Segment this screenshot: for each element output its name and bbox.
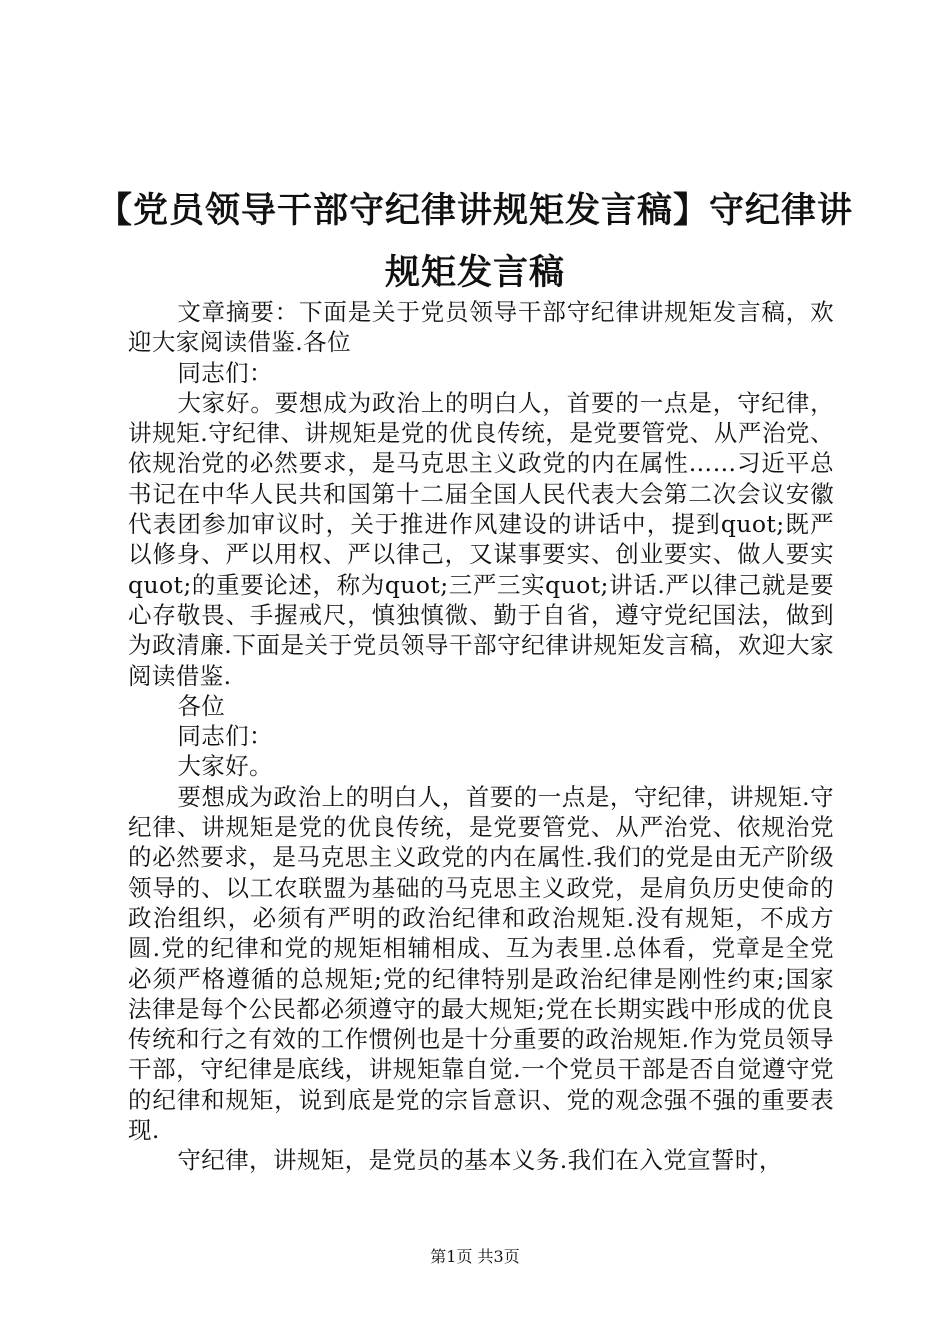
paragraph-salutation: 同志们： <box>177 358 273 387</box>
paragraph-hello: 大家好。 <box>177 752 273 781</box>
paragraph-continuation: 守纪律，讲规矩，是党员的基本义务.我们在入党宣誓时， <box>177 1146 783 1175</box>
page-footer: 第1页 共3页 <box>430 1247 520 1266</box>
paragraph-greeting-everyone: 各位 <box>177 691 226 720</box>
document-body <box>128 297 834 1176</box>
paragraph-abstract: 文章摘要：下面是关于党员领导干部守纪律讲规矩发言稿，欢迎大家阅读借鉴.各位 <box>128 298 834 357</box>
paragraph-comrades: 同志们： <box>177 722 273 751</box>
paragraph-main: 要想成为政治上的明白人，首要的一点是，守纪律，讲规矩.守纪律、讲规矩是党的优良传统，是党要管党、从严治党、依规治党的必然要求，是马克思主义政党的内在属性.我们的党是由无产阶级领导的、以工农联盟为基础的马克思主义政党，是肩负历史使命的政治组织，必须有严明的政治纪律和政治规矩.没有规矩，不成方圆.党的纪律和党的规矩相辅相成、互为表里.总体看，党章是全党必须严格遵循的总规矩;党的纪律特别是政治纪律是刚性约束;国家法律是每个公民都必须遵守的最大规矩;党在长期实践中形成的优良传统和行之有效的工作惯例也是十分重要的政治规矩.作为党员领导干部，守纪律是底线，讲规矩靠自觉.一个党员干部是否自觉遵守党的纪律和规矩，说到底是党的宗旨意识、党的观念强不强的重要表现. <box>128 782 834 1145</box>
paragraph-intro: 大家好。要想成为政治上的明白人，首要的一点是，守纪律，讲规矩.守纪律、讲规矩是党的优良传统，是党要管党、从严治党、依规治党的必然要求，是马克思主义政党的内在属性……习近平总书记在中华人民共和国第十二届全国人民代表大会第二次会议安徽代表团参加审议时，关于推进作风建设的讲话中，提到quot;既严以修身、严以用权、严以律己，又谋事要实、创业要实、做人要实quot;的重要论述，称为quot;三严三实quot;讲话.严以律己就是要心存敬畏、手握戒尺，慎独慎微、勤于自省，遵守党纪国法，做到为政清廉.下面是关于党员领导干部守纪律讲规矩发言稿，欢迎大家阅读借鉴. <box>128 388 834 690</box>
document-title: 【党员领导干部守纪律讲规矩发言稿】守纪律讲规矩发言稿 <box>96 190 853 293</box>
